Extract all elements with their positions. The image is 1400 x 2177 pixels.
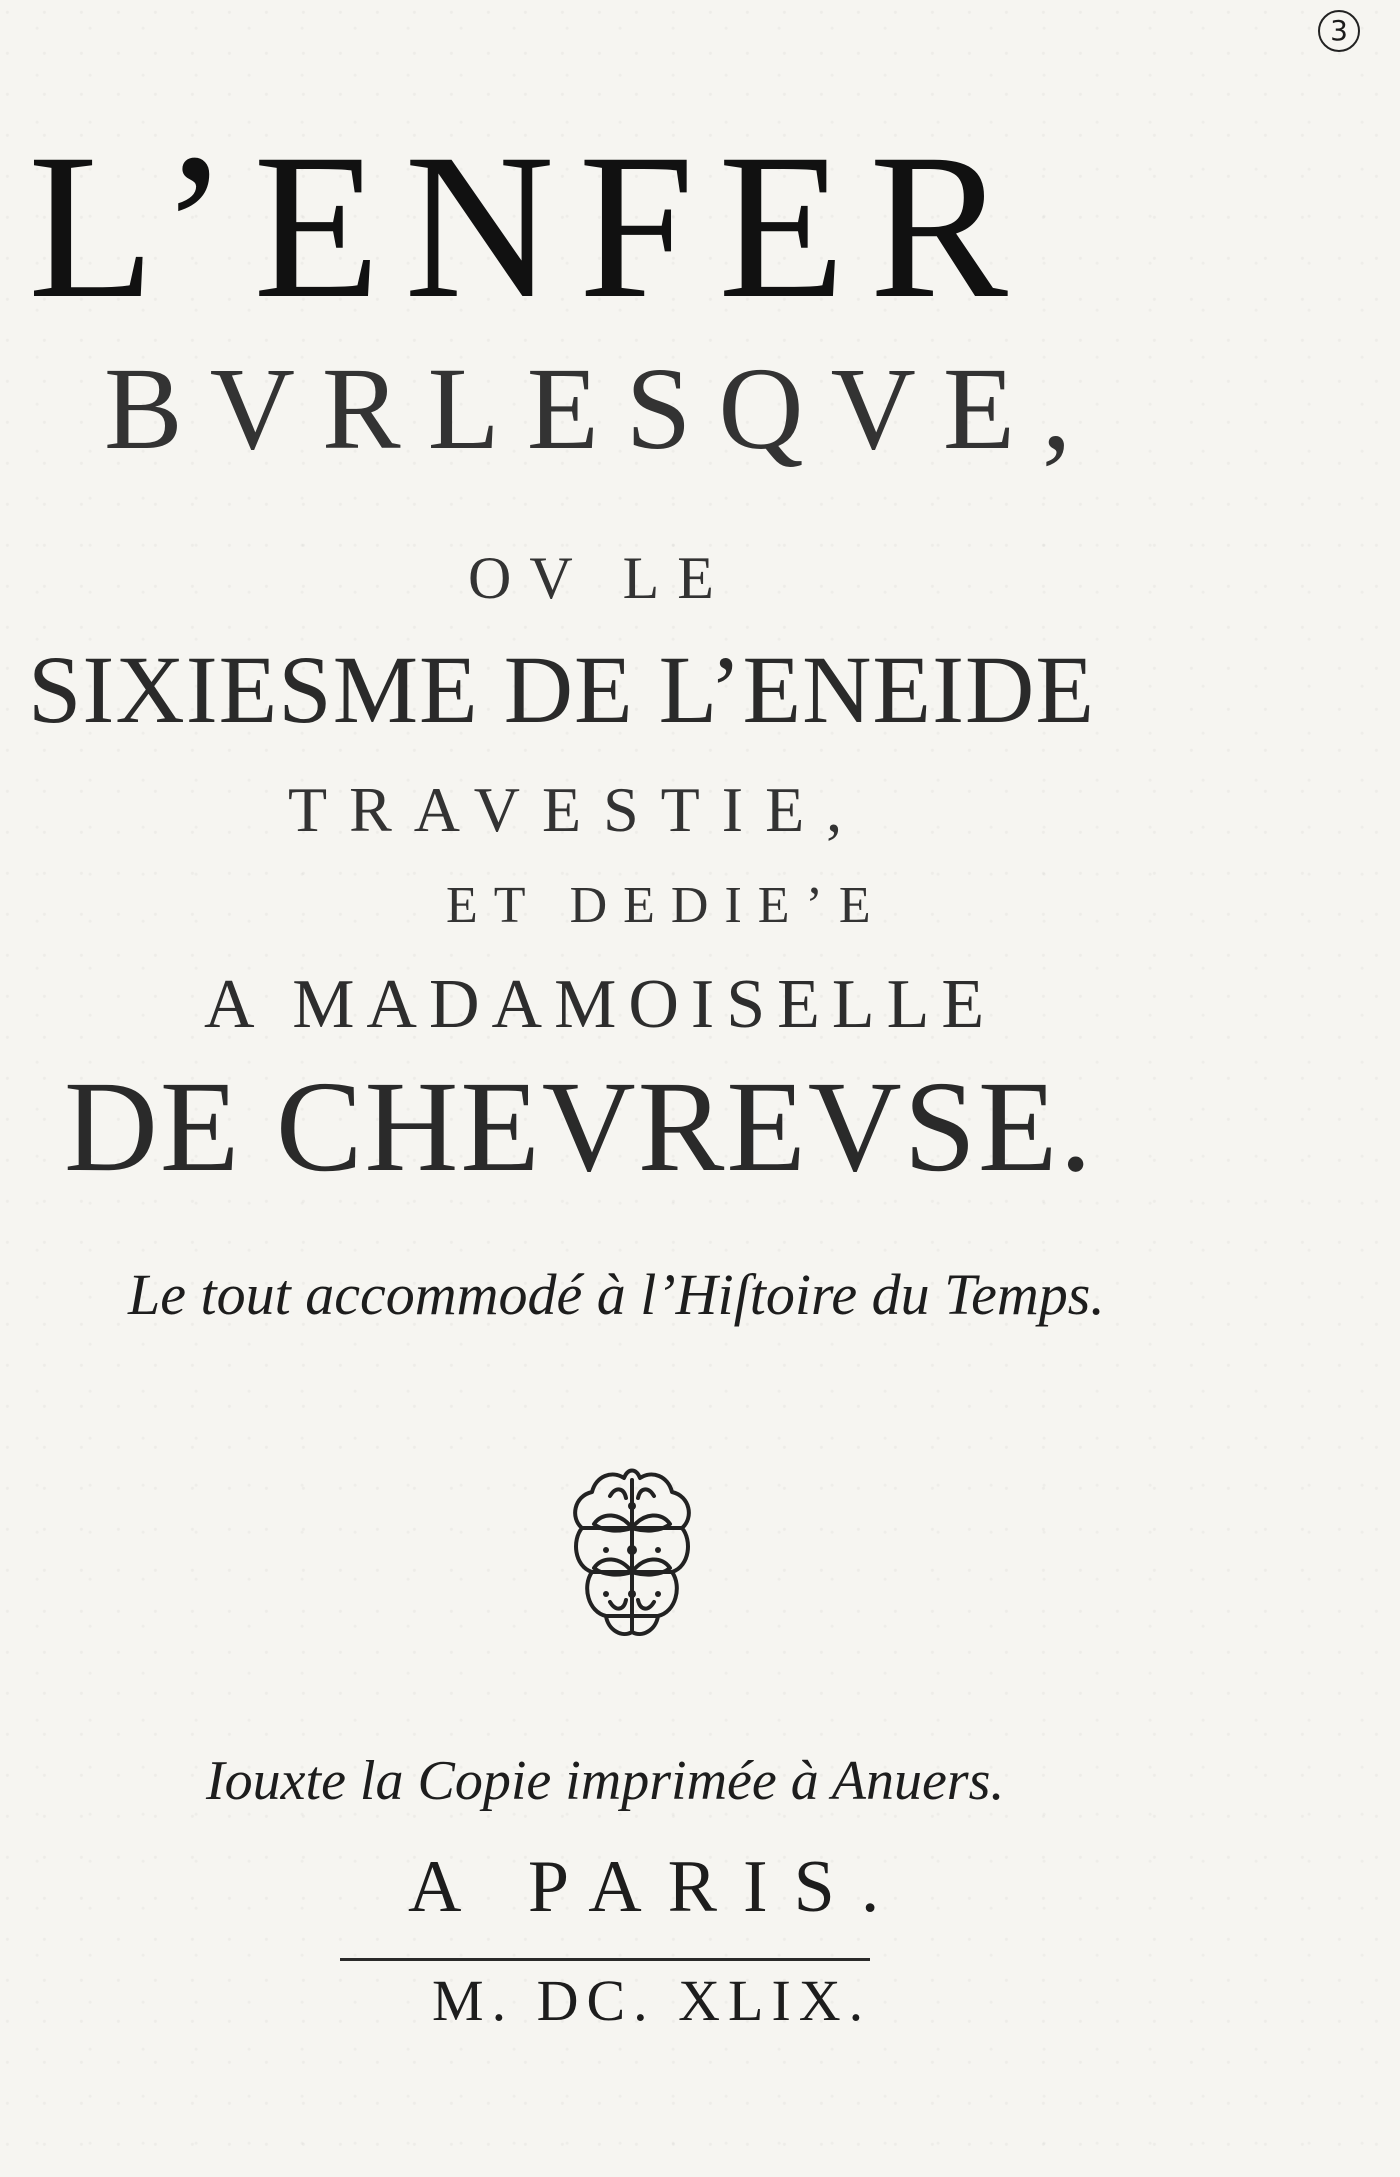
year: M. DC. XLIX. xyxy=(432,1968,872,2033)
title-line-6: ET DEDIE’E xyxy=(446,877,887,934)
place: A PARIS. xyxy=(408,1846,906,1928)
title-line-2: BVRLESQVE, xyxy=(104,343,1099,474)
fleuron-ornament-icon xyxy=(564,1462,700,1644)
page-number: 3 xyxy=(1318,10,1360,52)
subtitle: Le tout accommodé à l’Hiſtoire du Temps. xyxy=(128,1262,1105,1327)
title-line-1: L’ENFER xyxy=(28,111,1032,341)
title-line-8: DE CHEVREVSE. xyxy=(64,1055,1094,1199)
title-line-3: OV LE xyxy=(468,545,732,611)
title-line-7: A MADAMOISELLE xyxy=(204,966,997,1043)
title-line-5: TRAVESTIE, xyxy=(288,774,865,845)
horizontal-rule xyxy=(340,1958,870,1961)
printer-note: Iouxte la Copie imprimée à Anuers. xyxy=(206,1750,1005,1812)
title-line-4: SIXIESME DE L’ENEIDE xyxy=(28,636,1095,743)
